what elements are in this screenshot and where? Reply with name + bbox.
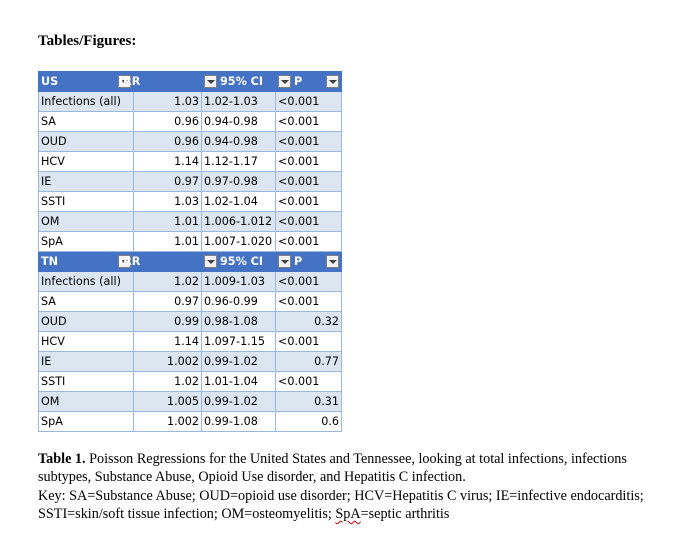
ci-cell: 0.96-0.99 [202,292,276,312]
column-header-label: 95% CI [220,254,264,268]
filter-dropdown-icon[interactable] [278,255,291,268]
row-label-cell: SA [39,112,134,132]
row-label-cell: SSTI [39,372,134,392]
caption-text: Poisson Regressions for the United States and Tennessee, looking at total infections, infections subtypes, Substance Abuse, Opioid Use disorder, and Hepatitis C infection. [38,451,627,486]
ci-cell: 0.98-1.08 [202,312,276,332]
ci-cell: 1.007-1.020 [202,232,276,252]
p-value-cell: 0.32 [276,312,342,332]
p-value-cell: <0.001 [276,232,342,252]
table-row [39,352,342,372]
row-label-cell: OUD [39,132,134,152]
filter-dropdown-icon[interactable] [204,255,217,268]
caption-label: Table 1. [38,451,86,467]
ci-cell: 1.009-1.03 [202,272,276,292]
irr-cell: 0.97 [134,292,202,312]
row-label-cell: OM [39,212,134,232]
row-label-cell: Infections (all) [39,272,134,292]
row-label-cell: Infections (all) [39,92,134,112]
ci-cell: 0.99-1.02 [202,352,276,372]
row-label-cell: HCV [39,152,134,172]
p-value-cell: <0.001 [276,272,342,292]
regression-table [38,71,342,432]
caption-key: Key: SA=Substance Abuse; OUD=opioid use disorder; HCV=Hepatitis C virus; IE=infective endocarditis; SSTI=skin/soft tissue infection; OM=osteomyelitis; [38,487,644,522]
p-value-cell: <0.001 [276,372,342,392]
irr-cell: 1.002 [134,352,202,372]
table-row [39,232,342,252]
table-row [39,172,342,192]
tn_table-header-cell [119,252,202,272]
p-value-cell: <0.001 [276,292,342,312]
irr-cell: 1.14 [134,332,202,352]
p-value-cell: 0.31 [276,392,342,412]
irr-cell: 0.96 [134,132,202,152]
filter-dropdown-icon[interactable] [278,75,291,88]
ci-cell: 0.99-1.02 [202,392,276,412]
us_table-header-row [39,72,342,92]
ci-cell: 1.12-1.17 [202,152,276,172]
us_table-header-cell [276,72,342,92]
table-row [39,192,342,212]
column-header-label: TN [41,254,58,268]
tn_table-header-cell [276,252,342,272]
table-row [39,112,342,132]
column-header-label: IRR [119,254,141,268]
table-row [39,292,342,312]
table-row [39,152,342,172]
tn_table-header-row [39,252,342,272]
us_table-header-cell [202,72,276,92]
row-label-cell: SpA [39,232,134,252]
irr-cell: 1.005 [134,392,202,412]
filter-dropdown-icon[interactable] [326,255,339,268]
ci-cell: 0.99-1.08 [202,412,276,432]
row-label-cell: SA [39,292,134,312]
table-row [39,92,342,112]
table-row [39,412,342,432]
irr-cell: 1.03 [134,92,202,112]
column-header-label: US [41,74,59,88]
p-value-cell: 0.77 [276,352,342,372]
row-label-cell: IE [39,352,134,372]
table-row [39,212,342,232]
irr-cell: 1.02 [134,372,202,392]
p-value-cell: <0.001 [276,172,342,192]
p-value-cell: <0.001 [276,332,342,352]
irr-cell: 1.03 [134,192,202,212]
ci-cell: 1.01-1.04 [202,372,276,392]
irr-cell: 1.02 [134,272,202,292]
p-value-cell: 0.6 [276,412,342,432]
us_table-header-cell [119,72,202,92]
irr-cell: 0.99 [134,312,202,332]
ci-cell: 1.097-1.15 [202,332,276,352]
caption-key-end: =septic arthritis [360,505,450,522]
ci-cell: 0.94-0.98 [202,132,276,152]
row-label-cell: SSTI [39,192,134,212]
p-value-cell: <0.001 [276,92,342,112]
table-row [39,272,342,292]
irr-cell: 1.14 [134,152,202,172]
section-heading: Tables/Figures: [38,33,137,49]
table-row [39,312,342,332]
column-header-label: P [294,74,303,88]
irr-cell: 1.01 [134,212,202,232]
table-row [39,332,342,352]
irr-cell: 1.002 [134,412,202,432]
p-value-cell: <0.001 [276,212,342,232]
ci-cell: 1.006-1.012 [202,212,276,232]
tn_table-header-cell [202,252,276,272]
column-header-label: 95% CI [220,74,264,88]
p-value-cell: <0.001 [276,152,342,172]
row-label-cell: SpA [39,412,134,432]
irr-cell: 0.96 [134,112,202,132]
column-header-label: IRR [119,74,141,88]
row-label-cell: OM [39,392,134,412]
p-value-cell: <0.001 [276,112,342,132]
irr-cell: 0.97 [134,172,202,192]
irr-cell: 1.01 [134,232,202,252]
table-row [39,132,342,152]
row-label-cell: IE [39,172,134,192]
p-value-cell: <0.001 [276,192,342,212]
row-label-cell: OUD [39,312,134,332]
table-row [39,372,342,392]
ci-cell: 0.97-0.98 [202,172,276,192]
table-row [39,392,342,412]
column-header-label: P [294,254,303,268]
table-caption [38,450,648,523]
ci-cell: 1.02-1.04 [202,192,276,212]
filter-dropdown-icon[interactable] [204,75,217,88]
filter-dropdown-icon[interactable] [326,75,339,88]
caption-key-spa: SpA [335,505,361,522]
ci-cell: 1.02-1.03 [202,92,276,112]
row-label-cell: HCV [39,332,134,352]
ci-cell: 0.94-0.98 [202,112,276,132]
p-value-cell: <0.001 [276,132,342,152]
